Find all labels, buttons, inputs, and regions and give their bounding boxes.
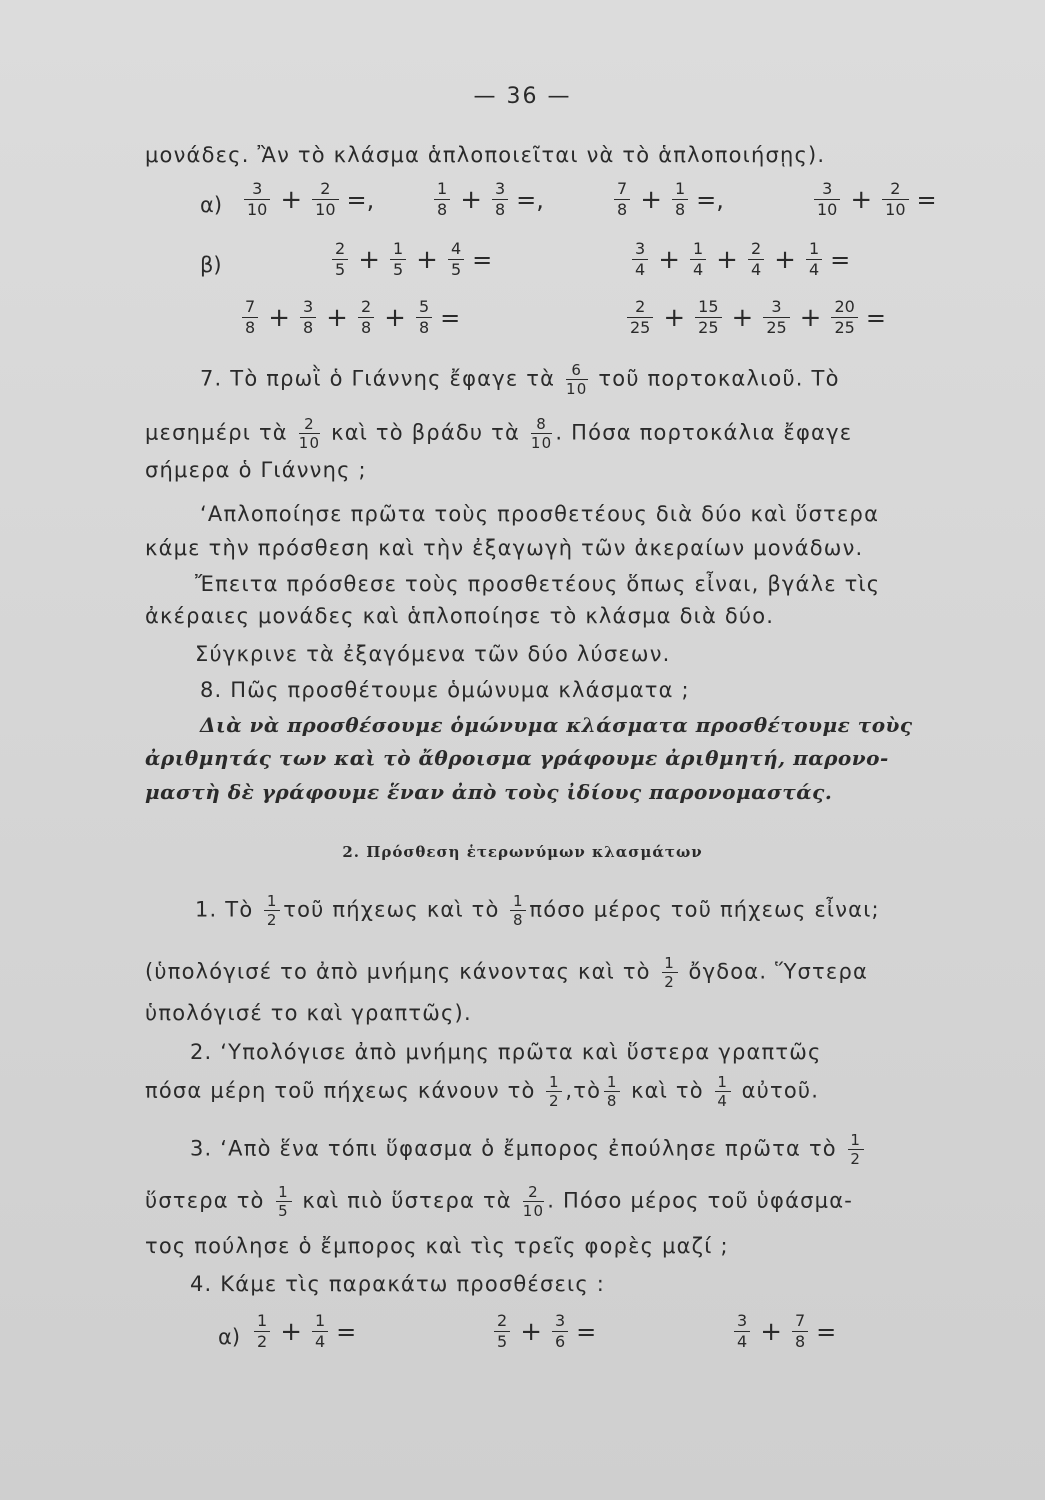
fraction — [690, 240, 706, 279]
text: καὶ τὸ βράδυ τὰ — [331, 420, 521, 445]
fraction — [434, 180, 450, 219]
exercise-row-b — [0, 240, 1045, 300]
text: καὶ τὸ — [631, 1078, 704, 1103]
numerator: 3 — [822, 179, 833, 198]
denominator: 8 — [794, 1332, 806, 1351]
denominator: 5 — [450, 260, 462, 279]
numerator: 2 — [890, 179, 901, 198]
text: 1. Τὸ — [195, 897, 254, 922]
denominator: 10 — [885, 200, 906, 219]
fraction — [662, 955, 678, 990]
exercise-4-row — [0, 1312, 1045, 1372]
plus-sign: + — [663, 302, 686, 333]
numerator: 3 — [494, 179, 506, 198]
fraction — [882, 180, 908, 219]
numerator: 3 — [302, 297, 314, 316]
denominator: 8 — [617, 200, 628, 219]
denominator: 2 — [664, 973, 675, 991]
numerator: 1 — [717, 1073, 729, 1091]
denominator: 25 — [630, 318, 651, 337]
fraction — [416, 298, 432, 337]
numerator: 3 — [252, 179, 263, 198]
denominator: 4 — [635, 260, 646, 279]
plus-sign: + — [716, 244, 738, 275]
numerator: 1 — [606, 1073, 618, 1091]
denominator: 5 — [278, 1202, 289, 1220]
exercise-8: 8. Πῶς προσθέτουμε ὁμώνυμα κλάσματα ; — [200, 678, 690, 702]
fraction — [627, 298, 653, 337]
section-exercise-2-line-1: 2. ‘Υπολόγισε ἀπὸ μνήμης πρῶτα καὶ ὕστερα γραπτῶς — [190, 1040, 822, 1064]
denominator: 8 — [674, 200, 686, 219]
numerator: 20 — [834, 297, 855, 316]
paragraph-line: ‘Απλοποίησε πρῶτα τοὺς προσθετέους διὰ δύο καὶ ὕστερα — [200, 502, 880, 526]
text: πόσα μέρη τοῦ πήχεως κάνουν τὸ — [145, 1078, 536, 1103]
numerator: 2 — [528, 1183, 539, 1201]
fraction — [264, 893, 280, 928]
text: . Πόσα πορτοκάλια ἔφαγε — [555, 420, 853, 445]
numerator: 2 — [750, 239, 762, 258]
equals-sign: = — [865, 303, 886, 332]
numerator: 2 — [497, 1311, 508, 1330]
plus-sign: + — [416, 244, 438, 275]
equals-sign: =, — [696, 185, 724, 214]
sum-group — [252, 1312, 356, 1351]
numerator: 1 — [257, 1311, 268, 1330]
denominator: 5 — [392, 260, 404, 279]
plus-sign: + — [280, 1316, 302, 1347]
fraction — [276, 1184, 292, 1219]
exercise-7-line-3: σήμερα ὁ Γιάννης ; — [145, 458, 367, 482]
numerator: 3 — [737, 1311, 748, 1330]
numerator: 3 — [635, 239, 646, 258]
fraction — [763, 298, 789, 337]
numerator: 1 — [692, 239, 704, 258]
text: ὕστερα τὸ — [145, 1188, 265, 1213]
fraction — [672, 180, 688, 219]
fraction — [632, 240, 648, 279]
numerator: 1 — [266, 892, 278, 910]
denominator: 4 — [808, 260, 820, 279]
fraction — [523, 1184, 545, 1219]
numerator: 8 — [536, 415, 548, 433]
fraction — [531, 416, 553, 451]
numerator: 7 — [617, 179, 628, 198]
fraction — [566, 362, 588, 397]
denominator: 2 — [266, 911, 278, 929]
denominator: 8 — [494, 200, 506, 219]
equals-sign: = — [916, 185, 937, 214]
text: αὐτοῦ. — [741, 1078, 820, 1103]
denominator: 4 — [314, 1332, 326, 1351]
fraction — [390, 240, 406, 279]
numerator: 2 — [304, 415, 315, 433]
fraction — [244, 180, 270, 219]
fraction — [734, 1312, 750, 1351]
paragraph-line: κάμε τὴν πρόσθεση καὶ τὴν ἐξαγωγὴ τῶν ἀκεραίων μονάδων. — [145, 536, 864, 560]
denominator: 8 — [513, 911, 524, 929]
numerator: 1 — [314, 1311, 326, 1330]
numerator: 3 — [554, 1311, 566, 1330]
paragraph-line: Ἔπειτα πρόσθεσε τοὺς προσθετέους ὅπως εἶναι, βγάλε τὶς — [195, 572, 881, 596]
plus-sign: + — [640, 184, 662, 215]
fraction — [332, 240, 348, 279]
equals-sign: =, — [346, 185, 375, 214]
row-label: α) — [200, 193, 223, 217]
plus-sign: + — [850, 184, 873, 215]
plus-sign: + — [358, 244, 380, 275]
denominator: 10 — [247, 200, 268, 219]
denominator: 25 — [834, 318, 855, 337]
denominator: 8 — [606, 1092, 618, 1110]
text: 7. Τὸ πρωῒ ὁ Γιάννης ἔφαγε τὰ — [200, 366, 556, 391]
denominator: 8 — [360, 318, 372, 337]
numerator: 1 — [664, 954, 675, 972]
denominator: 6 — [554, 1332, 566, 1351]
denominator: 8 — [245, 318, 256, 337]
text: 3. ‘Απὸ ἕνα τόπι ὕφασμα ὁ ἔμπορος ἐπούλησε πρῶτα τὸ — [190, 1136, 837, 1161]
plus-sign: + — [799, 302, 822, 333]
numerator: 5 — [418, 297, 430, 316]
intro-line: μονάδες. Ἂν τὸ κλάσμα ἁπλοποιεῖται νὰ τὸ ἁπλοποιήσῃς). — [145, 143, 826, 167]
section-exercise-3-line-1 — [190, 1132, 1045, 1167]
denominator: 4 — [717, 1092, 729, 1110]
fraction — [604, 1074, 620, 1109]
equals-sign: =, — [516, 185, 544, 214]
sum-group — [432, 180, 544, 219]
numerator: 2 — [320, 179, 331, 198]
exercise-row-c — [0, 298, 1045, 358]
fraction — [510, 893, 526, 928]
denominator: 10 — [298, 434, 321, 452]
fraction — [299, 416, 321, 451]
fraction — [614, 180, 630, 219]
text: πόσο μέρος τοῦ πήχεως εἶναι; — [529, 897, 880, 922]
sum-group — [812, 180, 937, 219]
equals-sign: = — [830, 245, 851, 274]
exercise-row-a — [0, 180, 1045, 240]
denominator: 10 — [817, 200, 838, 219]
plus-sign: + — [460, 184, 482, 215]
text: τοῦ πήχεως καὶ τὸ — [283, 897, 500, 922]
equals-sign: = — [440, 303, 461, 332]
equals-sign: = — [472, 245, 493, 274]
section-exercise-1-line-1 — [195, 893, 1045, 928]
paragraph-line: ἀκέραιες μονάδες καὶ ἁπλοποίησε τὸ κλάσμα διὰ δύο. — [145, 604, 775, 628]
sum-group — [612, 180, 724, 219]
numerator: 15 — [698, 297, 719, 316]
fraction — [552, 1312, 568, 1351]
sum-group — [492, 1312, 596, 1351]
sum-group — [330, 240, 492, 279]
numerator: 6 — [571, 361, 583, 379]
text: (ὑπολόγισέ το ἀπὸ μνήμης κάνοντας καὶ τὸ — [145, 959, 651, 984]
rule-line: ἀριθμητάς των καὶ τὸ ἄθροισμα γράφουμε ἀριθμητή, παρονο- — [145, 746, 889, 770]
plus-sign: + — [760, 1316, 782, 1347]
plus-sign: + — [658, 244, 680, 275]
denominator: 10 — [566, 380, 588, 398]
rule-line: Διὰ νὰ προσθέσουμε ὁμώνυμα κλάσματα προσθέτουμε τοὺς — [200, 713, 913, 737]
numerator: 2 — [335, 239, 346, 258]
denominator: 10 — [522, 1202, 545, 1220]
denominator: 5 — [335, 260, 346, 279]
fraction — [492, 180, 508, 219]
section-exercise-1-line-2 — [145, 955, 1045, 990]
denominator: 25 — [698, 318, 719, 337]
sum-group — [240, 298, 460, 337]
plus-sign: + — [326, 302, 348, 333]
fraction — [848, 1132, 864, 1167]
plus-sign: + — [384, 302, 406, 333]
numerator: 7 — [794, 1311, 806, 1330]
numerator: 2 — [635, 297, 646, 316]
section-exercise-2-line-2 — [145, 1074, 1045, 1109]
exercise-7-line-2 — [145, 416, 1045, 451]
section-exercise-4-line-1: 4. Κάμε τὶς παρακάτω προσθέσεις : — [190, 1272, 606, 1296]
numerator: 2 — [360, 297, 372, 316]
paragraph-line: Σύγκρινε τὰ ἐξαγόμενα τῶν δύο λύσεων. — [195, 642, 671, 666]
numerator: 1 — [437, 179, 448, 198]
fraction — [312, 1312, 328, 1351]
numerator: 4 — [450, 239, 462, 258]
plus-sign: + — [268, 302, 290, 333]
fraction — [448, 240, 464, 279]
denominator: 5 — [497, 1332, 508, 1351]
numerator: 1 — [549, 1073, 560, 1091]
equals-sign: = — [576, 1317, 597, 1346]
sum-group — [242, 180, 374, 219]
fraction — [358, 298, 374, 337]
fraction — [494, 1312, 510, 1351]
denominator: 2 — [850, 1150, 862, 1168]
numerator: 1 — [850, 1131, 862, 1149]
section-heading: 2. Πρόσθεση ἑτερωνύμων κλασμάτων — [342, 843, 703, 861]
fraction — [792, 1312, 808, 1351]
denominator: 2 — [549, 1092, 560, 1110]
fraction — [831, 298, 857, 337]
section-exercise-3-line-3: τος πούλησε ὁ ἔμπορος καὶ τὶς τρεῖς φορὲς μαζί ; — [145, 1234, 729, 1258]
numerator: 1 — [392, 239, 404, 258]
text: ,τὸ — [565, 1078, 602, 1103]
plus-sign: + — [774, 244, 796, 275]
section-exercise-3-line-2 — [145, 1184, 1045, 1219]
text: τοῦ πορτοκαλιοῦ. Τὸ — [598, 366, 840, 391]
denominator: 8 — [418, 318, 430, 337]
fraction — [748, 240, 764, 279]
row-label: α) — [218, 1325, 241, 1349]
denominator: 8 — [437, 200, 448, 219]
numerator: 1 — [513, 892, 524, 910]
denominator: 10 — [530, 434, 553, 452]
fraction — [695, 298, 721, 337]
text: ὄγδοα. Ὕστερα — [688, 959, 869, 984]
text: μεσημέρι τὰ — [145, 420, 288, 445]
denominator: 25 — [766, 318, 787, 337]
plus-sign: + — [280, 184, 303, 215]
text: καὶ πιὸ ὕστερα τὰ — [302, 1188, 512, 1213]
fraction — [312, 180, 338, 219]
row-label: β) — [200, 253, 222, 277]
rule-line: μαστὴ δὲ γράφουμε ἕναν ἀπὸ τοὺς ἰδίους παρονομαστάς. — [145, 780, 833, 804]
denominator: 4 — [750, 260, 762, 279]
numerator: 1 — [278, 1183, 289, 1201]
numerator: 1 — [808, 239, 820, 258]
equals-sign: = — [336, 1317, 357, 1346]
fraction — [814, 180, 840, 219]
page-number: — 36 — — [473, 84, 572, 109]
denominator: 10 — [315, 200, 336, 219]
denominator: 2 — [257, 1332, 268, 1351]
plus-sign: + — [520, 1316, 542, 1347]
denominator: 4 — [737, 1332, 748, 1351]
fraction — [806, 240, 822, 279]
sum-group — [630, 240, 850, 279]
sum-group — [732, 1312, 836, 1351]
numerator: 7 — [245, 297, 256, 316]
sum-group — [625, 298, 886, 337]
fraction — [254, 1312, 270, 1351]
plus-sign: + — [731, 302, 754, 333]
fraction — [300, 298, 316, 337]
denominator: 8 — [302, 318, 314, 337]
section-exercise-1-line-3: ὑπολόγισέ το καὶ γραπτῶς). — [145, 1001, 472, 1025]
numerator: 3 — [771, 297, 782, 316]
fraction — [242, 298, 258, 337]
fraction — [546, 1074, 562, 1109]
denominator: 4 — [692, 260, 704, 279]
text: . Πόσο μέρος τοῦ ὑφάσμα- — [547, 1188, 854, 1213]
numerator: 1 — [674, 179, 686, 198]
exercise-7-line-1 — [200, 362, 1045, 397]
fraction — [715, 1074, 731, 1109]
equals-sign: = — [816, 1317, 837, 1346]
